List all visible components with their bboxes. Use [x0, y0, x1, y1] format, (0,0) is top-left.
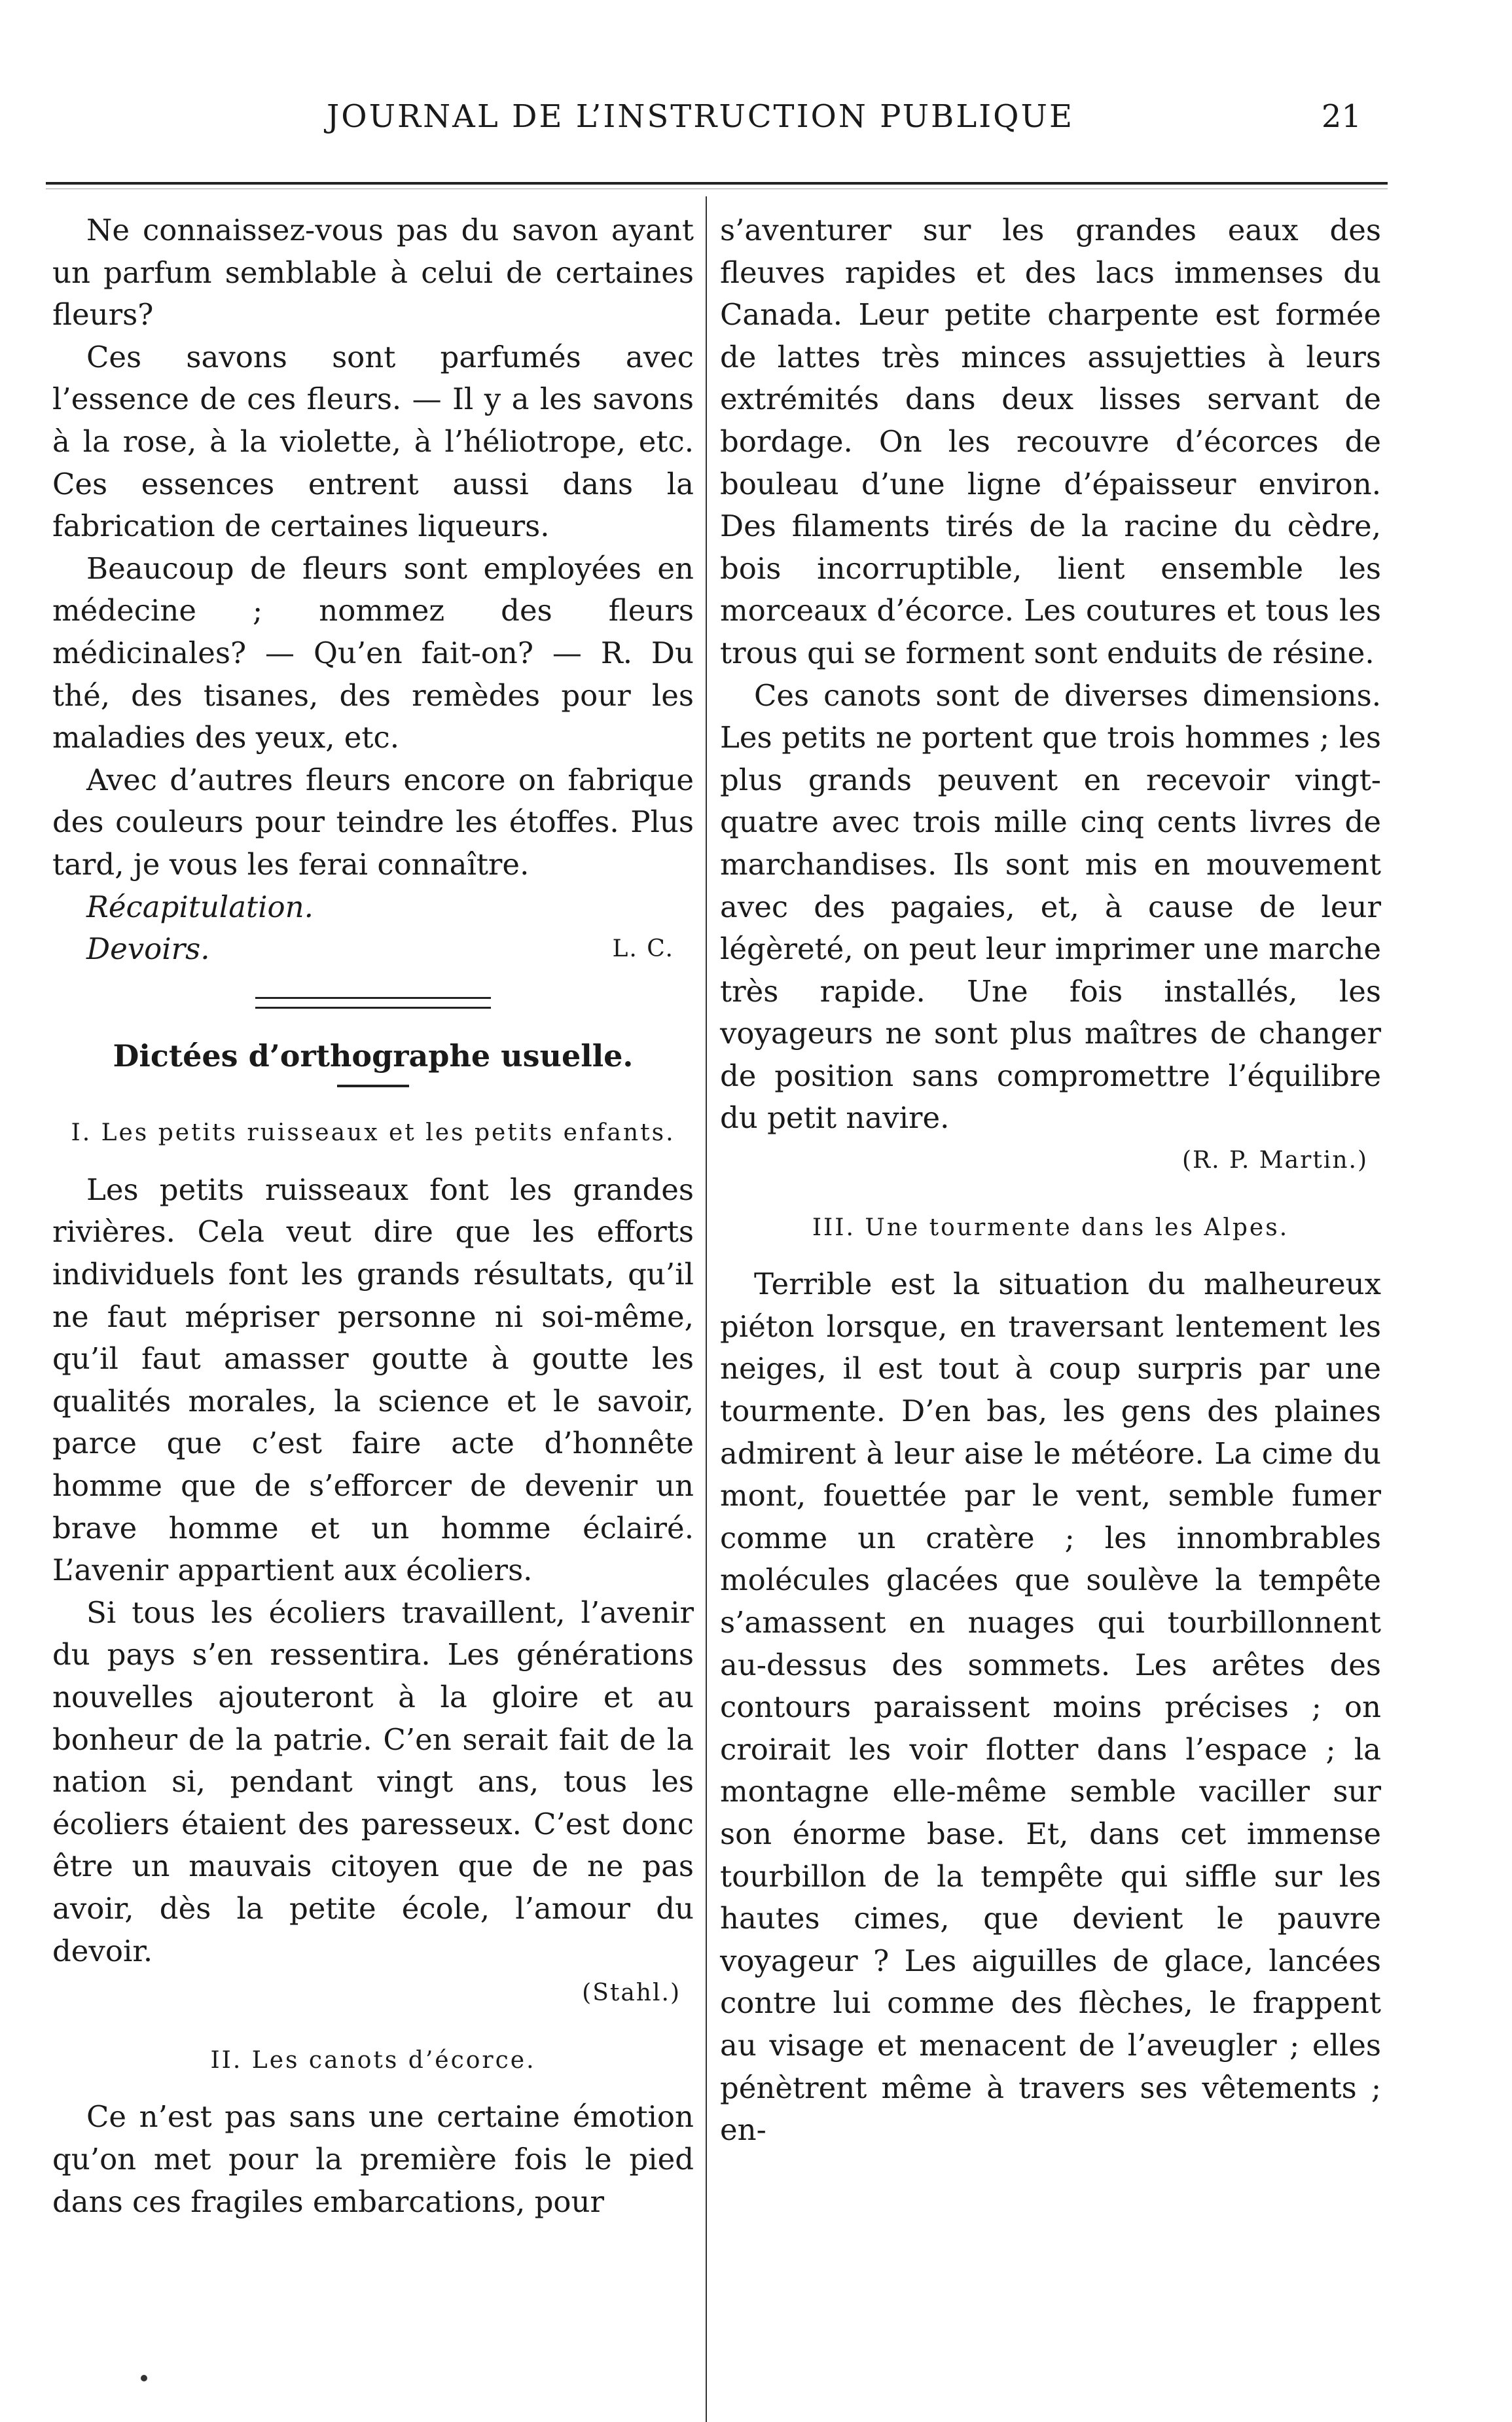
- section-separator: [255, 997, 491, 1009]
- paragraph: Si tous les écoliers travaillent, l’avenir du pays s’en ressentira. Les générations nouvelles ajouteront à la gloire et au bonheur de la patrie. C’en serait fait de la nation si, pendant vingt ans, tous les écoliers étaient des paresseux. C’est donc être un mauvais citoyen que de ne pas avoir, dès la petite école, l’amour du devoir.: [52, 1595, 694, 1968]
- right-column: [720, 209, 1381, 2152]
- running-title: JOURNAL DE L’INSTRUCTION PUBLIQUE: [326, 98, 1074, 135]
- paragraph: Ne connaissez-vous pas du savon ayant un parfum semblable à celui de certaines fleurs?: [52, 213, 694, 333]
- paragraph: Les petits ruisseaux font les grandes rivières. Cela veut dire que les efforts individuels font les grands résultats, qu’il ne faut mépriser personne ni soi-même, qu’il faut amasser goutte à goutte les qualités morales, la science et le savoir, parce que c’est faire acte d’honnête homme que de s’efforcer de devenir un brave homme et un homme éclairé. L’avenir appartient aux écoliers.: [52, 1172, 694, 1588]
- author-initials: L. C.: [612, 935, 674, 963]
- dictation-heading: II. Les canots d’écorce.: [210, 2046, 536, 2074]
- paragraph: Ces canots sont de diverses dimensions. Les petits ne portent que trois hommes ; les plus grands peuvent en recevoir vingt-quatre avec trois mille cinq cents livres de marchandises. Ils sont mis en mouvement avec des pagaies, et, à cause de leur légèreté, on peut leur imprimer une marche très rapide. Une fois installés, les voyageurs ne sont plus maîtres de changer de position sans compromettre l’équilibre du petit navire.: [720, 678, 1381, 1136]
- attribution-row: [52, 1972, 694, 2015]
- column-divider: [706, 196, 707, 2422]
- recapitulation-label: Récapitulation.: [86, 889, 314, 924]
- print-speck: [141, 2375, 147, 2381]
- left-column: [52, 209, 694, 2223]
- dictation-heading: I. Les petits ruisseaux et les petits enfants.: [71, 1119, 675, 1147]
- paragraph: Beaucoup de fleurs sont employées en médecine ; nommez des fleurs médicinales? — Qu’en fait-on? — R. Du thé, des tisanes, des remèdes pour les maladies des yeux, etc.: [52, 551, 694, 755]
- attribution: (Stahl.): [582, 1979, 681, 2007]
- section-title: Dictées d’orthographe usuelle.: [113, 1038, 634, 1074]
- devoirs-row: [52, 928, 694, 971]
- paragraph: Terrible est la situation du malheureux piéton lorsque, en traversant lentement les neiges, il est tout à coup surpris par une tourmente. D’en bas, les gens des plaines admirent à leur aise le météore. La cime du mont, fouettée par le vent, semble fumer comme un cratère ; les innombrables molécules glacées que soulève la tempête s’amassent en nuages qui tourbillonnent au-dessus des sommets. Les arêtes des contours paraissent moins précises ; on croirait les voir flotter dans l’espace ; la montagne elle-même semble vaciller sur son énorme base. Et, dans cet immense tourbillon de la tempête qui siffle sur les hautes cimes, que devient le pauvre voyageur ? Les aiguilles de glace, lancées contre lui comme des flèches, le frappent au visage et menacent de l’aveugler ; elles pénètrent même à travers ses vêtements ; en-: [720, 1267, 1381, 2148]
- page-number: 21: [1321, 98, 1361, 135]
- devoirs-label: Devoirs.: [86, 931, 210, 967]
- paragraph: Ces savons sont parfumés avec l’essence de ces fleurs. — Il y a les savons à la rose, à la violette, à l’héliotrope, etc. Ces essences entrent aussi dans la fabrication de certaines liqueurs.: [52, 339, 694, 544]
- header-rule: [46, 182, 1388, 185]
- dictation-heading: III. Une tourmente dans les Alpes.: [812, 1214, 1289, 1241]
- paragraph: Ce n’est pas sans une certaine émotion qu’on met pour la première fois le pied dans ces fragiles embarcations, pour: [52, 2099, 694, 2219]
- page-header: [39, 98, 1361, 157]
- paragraph: Avec d’autres fleurs encore on fabrique des couleurs pour teindre les étoffes. Plus tard, je vous les ferai connaître.: [52, 762, 694, 882]
- attribution: (R. P. Martin.): [1181, 1147, 1368, 1174]
- paragraph: s’aventurer sur les grandes eaux des fleuves rapides et des lacs immenses du Canada. Leur petite charpente est formée de lattes très minces assujetties à leurs extrémités dans deux lisses servant de bordage. On les recouvre d’écorces de bouleau d’une ligne d’épaisseur environ. Des filaments tirés de la racine du cèdre, bois incorruptible, lient ensemble les morceaux d’écorce. Les coutures et tous les trous qui se forment sont enduits de résine.: [720, 213, 1381, 670]
- attribution-row: [720, 1140, 1381, 1182]
- title-rule: [337, 1085, 409, 1087]
